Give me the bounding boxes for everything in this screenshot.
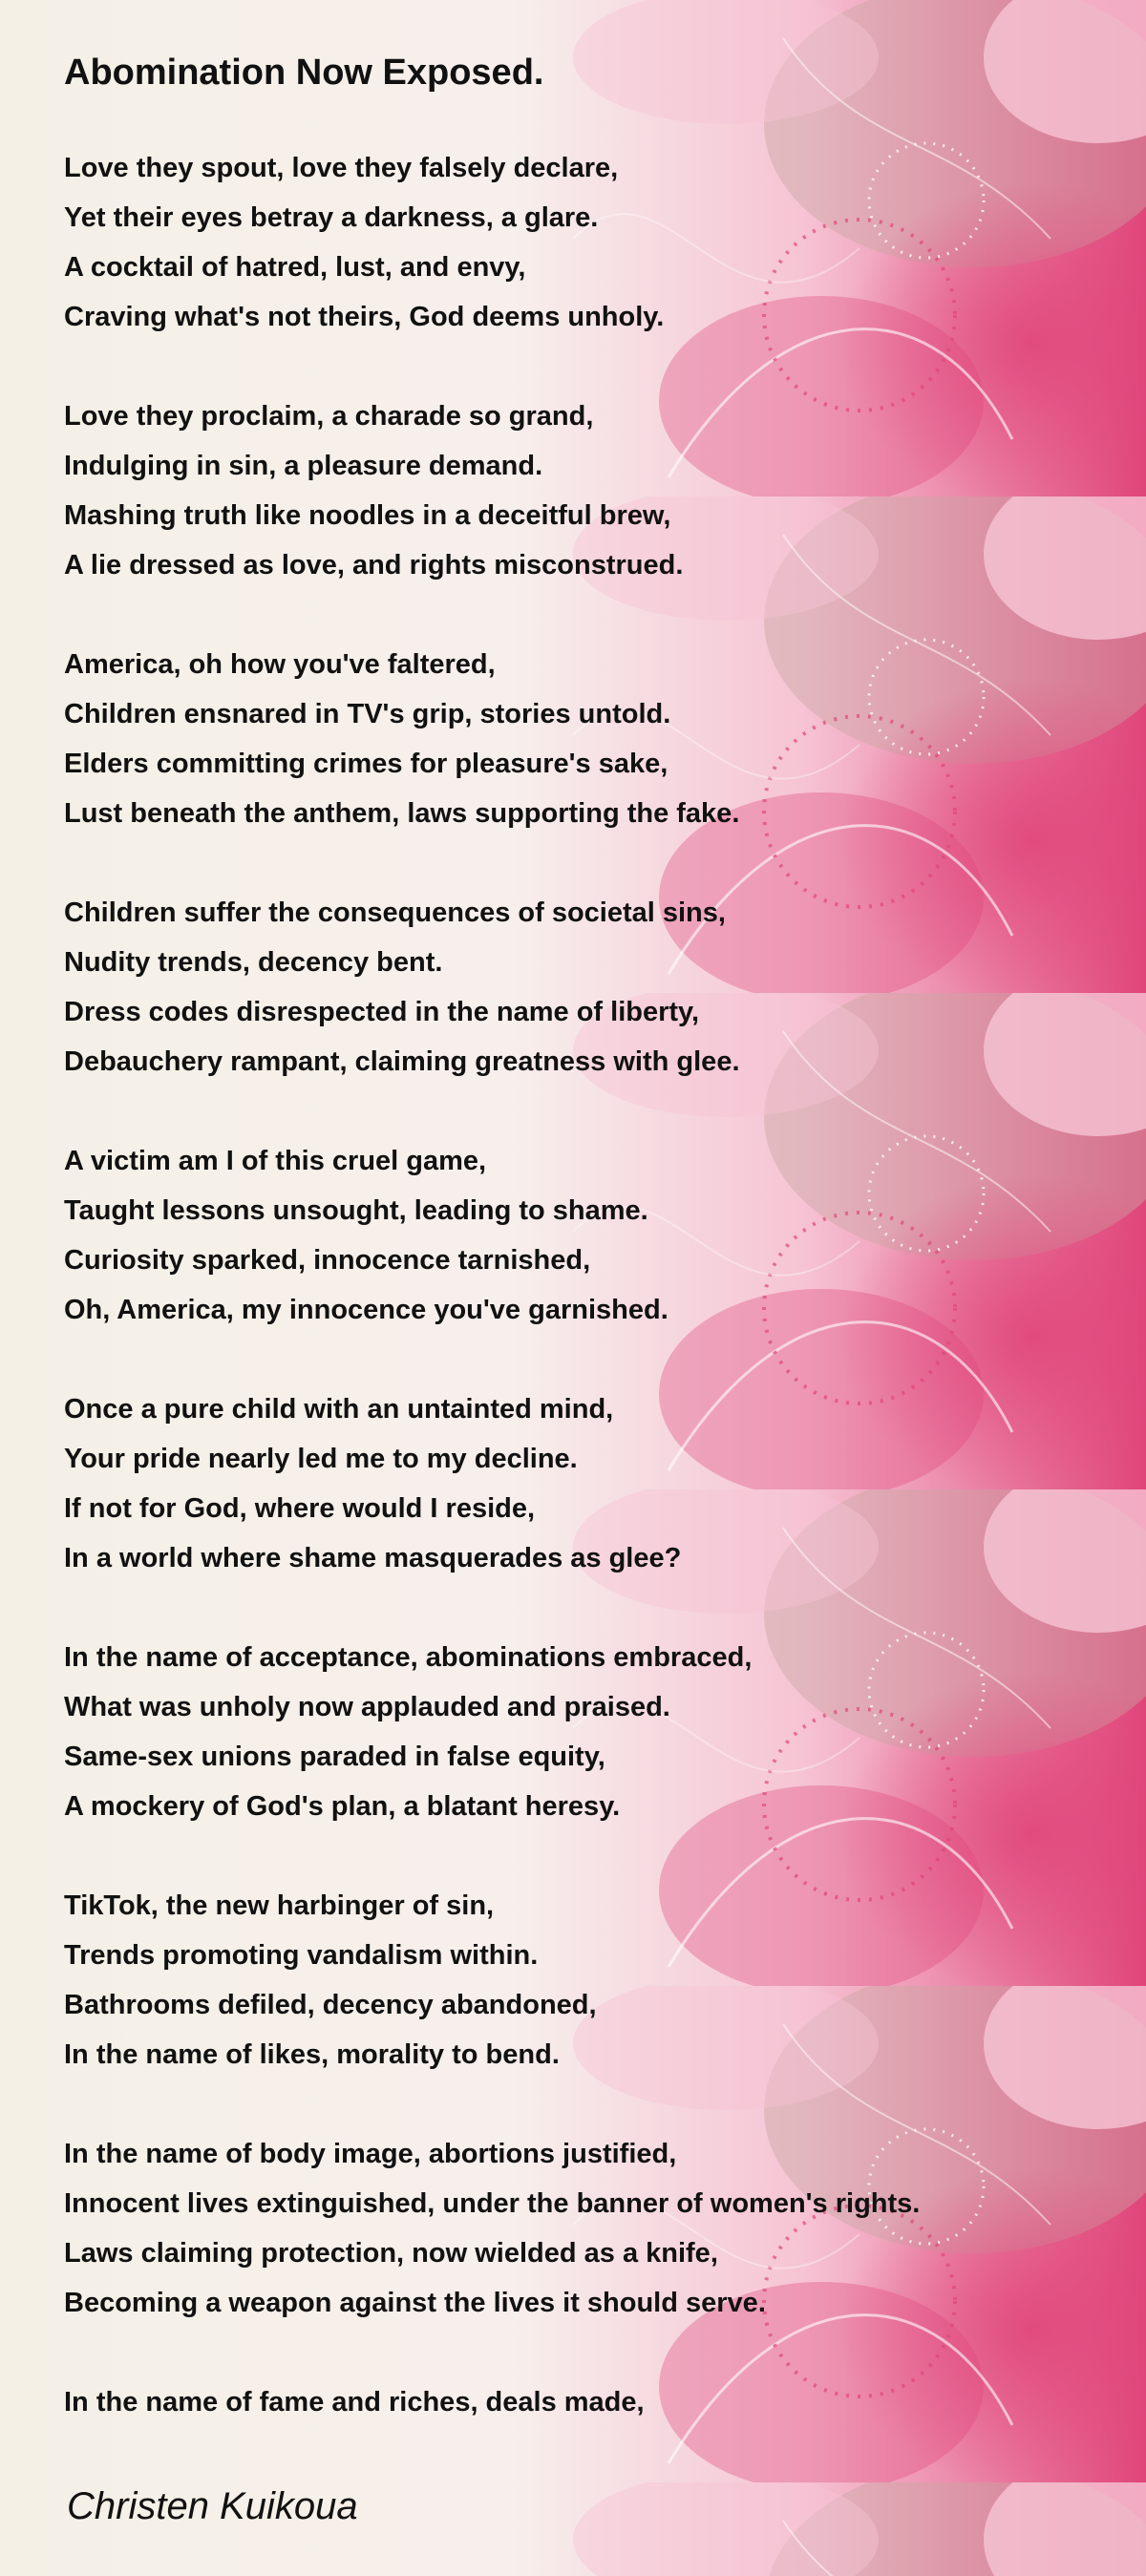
- poem-title: Abomination Now Exposed.: [64, 53, 544, 93]
- poem-line: Love they proclaim, a charade so grand,: [64, 401, 594, 432]
- author-signature: Christen Kuikoua: [67, 2485, 358, 2527]
- poem-line: A mockery of God's plan, a blatant heresy.: [64, 1791, 621, 1822]
- stanza-7: [64, 1633, 1114, 1831]
- poem-line: Laws claiming protection, now wielded as a knife,: [64, 2238, 718, 2269]
- poem-line: Yet their eyes betray a darkness, a glare.: [64, 202, 599, 233]
- stanza-4: [64, 888, 1114, 1087]
- stanza-2: [64, 391, 1114, 590]
- poem-line: Your pride nearly led me to my decline.: [64, 1444, 578, 1474]
- poem-line: Indulging in sin, a pleasure demand.: [64, 451, 543, 481]
- poem-line: In the name of body image, abortions justified,: [64, 2139, 677, 2169]
- poem-line: Children suffer the consequences of societal sins,: [64, 897, 726, 928]
- poem-line: A victim am I of this cruel game,: [64, 1146, 487, 1176]
- poem-line: Oh, America, my innocence you've garnished.: [64, 1295, 668, 1325]
- poem-line: What was unholy now applauded and praised.: [64, 1692, 670, 1722]
- poem-line: Bathrooms defiled, decency abandoned,: [64, 1990, 597, 2020]
- poem-line: Mashing truth like noodles in a deceitful brew,: [64, 500, 671, 531]
- poem-line: Nudity trends, decency bent.: [64, 947, 443, 978]
- poem-line: In the name of acceptance, abominations embraced,: [64, 1642, 753, 1673]
- poem-line: Elders committing crimes for pleasure's sake,: [64, 749, 668, 779]
- stanza-8: [64, 1881, 1114, 2080]
- stanza-6: [64, 1384, 1114, 1583]
- stanza-1: [64, 143, 1114, 342]
- poem-line: A lie dressed as love, and rights misconstrued.: [64, 550, 684, 581]
- poem-line: In the name of fame and riches, deals made,: [64, 2387, 645, 2418]
- stanza-3: [64, 640, 1114, 838]
- poem-line: Taught lessons unsought, leading to shame.: [64, 1195, 648, 1226]
- poem-line: Love they spout, love they falsely declare,: [64, 153, 619, 183]
- stanza-5: [64, 1136, 1114, 1335]
- poem-line: Craving what's not theirs, God deems unholy.: [64, 302, 665, 332]
- poem-line: If not for God, where would I reside,: [64, 1493, 536, 1524]
- poem-line: Dress codes disrespected in the name of liberty,: [64, 997, 700, 1027]
- poem-line: Debauchery rampant, claiming greatness with glee.: [64, 1046, 740, 1077]
- poem-line: Same-sex unions paraded in false equity,: [64, 1742, 605, 1772]
- poem-line: In the name of likes, morality to bend.: [64, 2039, 560, 2070]
- poem-line: Becoming a weapon against the lives it should serve.: [64, 2288, 766, 2318]
- stanza-10: [64, 2377, 1114, 2427]
- poem-line: America, oh how you've faltered,: [64, 649, 496, 680]
- poem-line: Trends promoting vandalism within.: [64, 1940, 539, 1971]
- poem-line: Children ensnared in TV's grip, stories untold.: [64, 699, 671, 729]
- poem-line: Curiosity sparked, innocence tarnished,: [64, 1245, 591, 1276]
- poem-line: In a world where shame masquerades as glee?: [64, 1543, 682, 1573]
- poem-line: Innocent lives extinguished, under the banner of women's rights.: [64, 2188, 921, 2219]
- poem-line: Lust beneath the anthem, laws supporting the fake.: [64, 798, 740, 829]
- poem-line: A cocktail of hatred, lust, and envy,: [64, 252, 526, 283]
- poem-line: TikTok, the new harbinger of sin,: [64, 1890, 495, 1921]
- stanza-9: [64, 2129, 1114, 2328]
- poem-line: Once a pure child with an untainted mind,: [64, 1394, 614, 1425]
